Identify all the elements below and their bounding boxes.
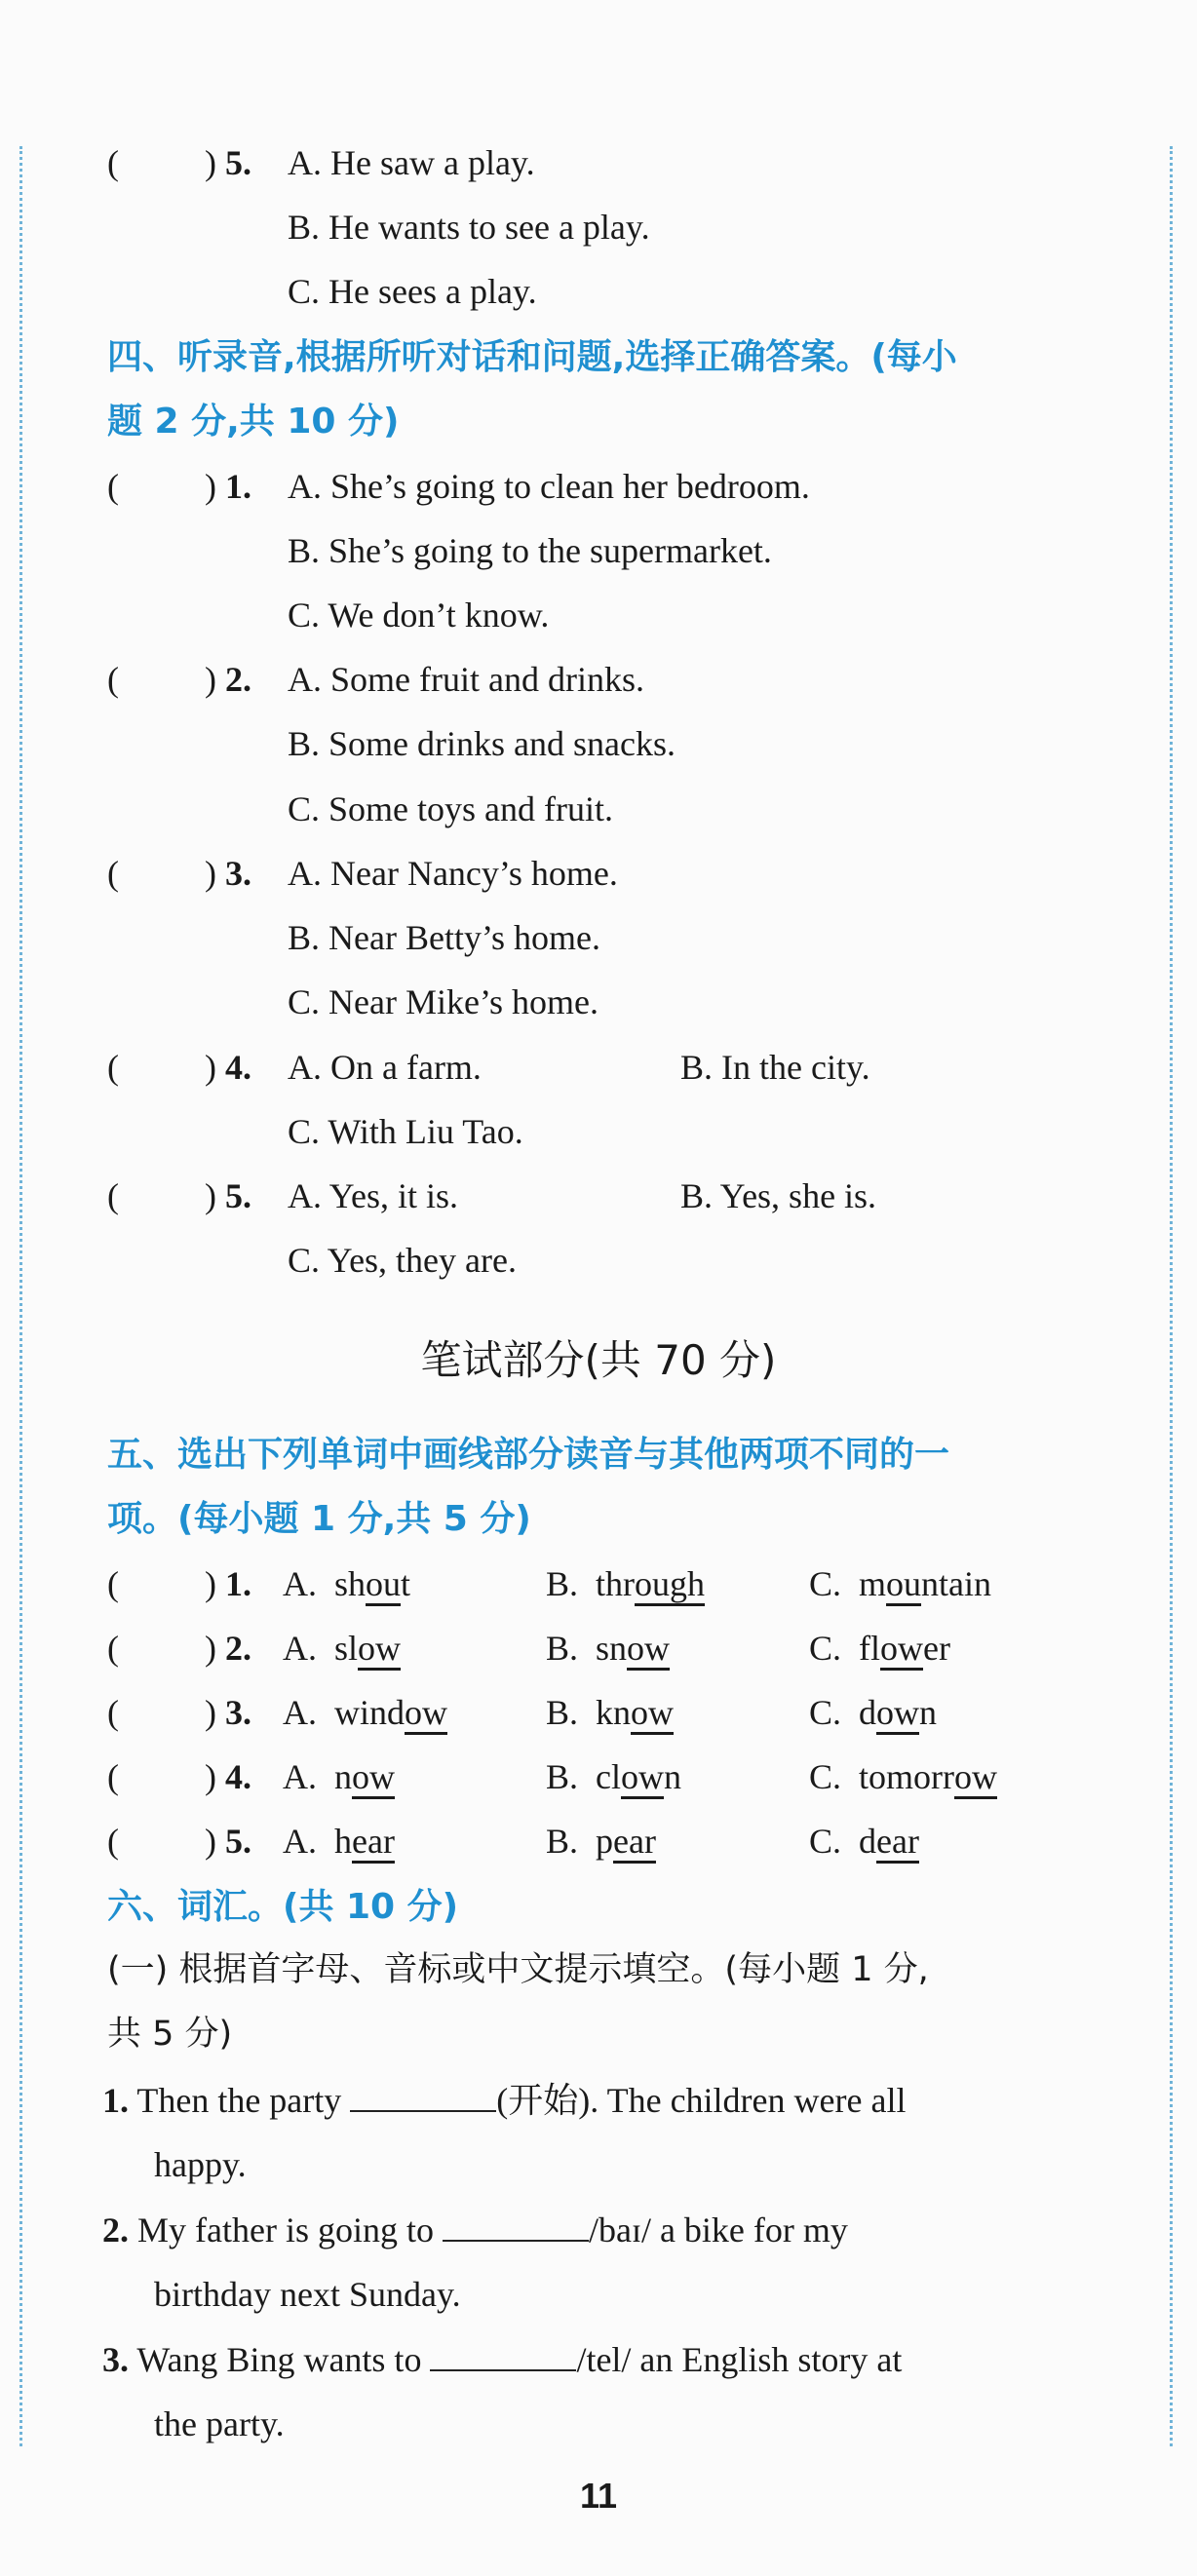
item-number: 2. (102, 2211, 129, 2249)
item-text-cont: the party. (154, 2404, 285, 2443)
written-part-title: 笔试部分(共 70 分) (420, 1336, 777, 1384)
option-letter: A. (283, 1822, 317, 1861)
question-num: 4. (225, 1048, 251, 1087)
item-text: My father is going to (137, 2211, 434, 2249)
option-letter: B. (546, 1822, 579, 1861)
option-letter: C. (809, 1693, 842, 1732)
paren-open: ( (107, 1757, 119, 1796)
question-number (205, 656, 251, 703)
right-dotted-border (1170, 146, 1173, 2446)
option-letter: B. (546, 1693, 579, 1732)
underlined-part: ear (613, 1822, 656, 1861)
option-a: A. Near Nancy’s home. (288, 854, 618, 893)
paren-close: ) (205, 1176, 216, 1215)
paren-open: ( (107, 854, 119, 893)
question-num: 5. (225, 1176, 251, 1215)
paren-close: ) (205, 1629, 216, 1668)
option-letter: A. (283, 1693, 317, 1732)
paren-close: ) (205, 854, 216, 893)
paren-close: ) (205, 467, 216, 506)
word-part: d (859, 1822, 877, 1861)
question-num: 3. (225, 854, 251, 893)
vocab-item (102, 2207, 848, 2253)
word-part: m (859, 1564, 887, 1603)
option-b: B. Yes, she is. (680, 1176, 877, 1215)
paren-open: ( (107, 1048, 119, 1087)
question-num: 2. (225, 660, 251, 699)
option-a (283, 1818, 395, 1865)
paren-close: ) (205, 1693, 216, 1732)
underlined-part: ou (886, 1564, 922, 1603)
option-b: B. Near Betty’s home. (288, 918, 600, 957)
option-a (283, 1625, 401, 1672)
word-part: d (859, 1693, 877, 1732)
option-letter: A. (283, 1564, 317, 1603)
underlined-part: ow (627, 1629, 671, 1668)
option-letter: A. (283, 1757, 317, 1796)
subsection-instruction: (一) 根据首字母、音标或中文提示填空。(每小题 1 分, (107, 1950, 929, 1989)
option-a: A. On a farm. (288, 1048, 482, 1087)
item-text: /tel/ an English story at (576, 2340, 903, 2379)
word-part: sh (334, 1564, 367, 1603)
option-b: B. In the city. (680, 1048, 870, 1087)
question-number (205, 850, 251, 897)
question-num: 5. (225, 143, 251, 182)
section6-heading: 六、词汇。(共 10 分) (107, 1887, 459, 1927)
section4-heading-cont: 题 2 分,共 10 分) (107, 402, 400, 442)
question-num: 1. (225, 1564, 251, 1603)
question-num: 2. (225, 1629, 251, 1668)
word-part: er (923, 1629, 950, 1668)
vocab-item (102, 2336, 902, 2383)
option-letter: C. (809, 1757, 842, 1796)
word-part: sn (596, 1629, 628, 1668)
paren-close: ) (205, 1822, 216, 1861)
paren-open: ( (107, 1629, 119, 1668)
word-part: ntain (921, 1564, 992, 1603)
option-c: C. With Liu Tao. (288, 1112, 523, 1151)
question-number (205, 1560, 251, 1607)
item-text-cont: happy. (154, 2145, 247, 2184)
section4-heading: 四、听录音,根据所听对话和问题,选择正确答案。(每小 (107, 337, 957, 377)
word-part: n (334, 1757, 352, 1796)
paren-close: ) (205, 1757, 216, 1796)
answer-blank[interactable] (430, 2340, 576, 2371)
option-c (809, 1818, 919, 1865)
option-b: B. She’s going to the supermarket. (288, 531, 772, 570)
item-text: (开始). The children were all (496, 2081, 907, 2120)
question-number (205, 1173, 251, 1219)
question-number (205, 1044, 251, 1091)
paren-open: ( (107, 1693, 119, 1732)
question-number (205, 1625, 251, 1672)
word-part: h (334, 1822, 352, 1861)
question-num: 3. (225, 1693, 251, 1732)
section5-heading: 五、选出下列单词中画线部分读音与其他两项不同的一 (107, 1435, 950, 1475)
vocab-item (102, 2077, 906, 2124)
answer-blank[interactable] (350, 2081, 496, 2112)
option-letter: C. (809, 1822, 842, 1861)
paren-close: ) (205, 143, 216, 182)
option-b (546, 1625, 670, 1672)
question-num: 4. (225, 1757, 251, 1796)
underlined-part: ear (876, 1822, 919, 1861)
underlined-part: ow (352, 1757, 395, 1796)
paren-open: ( (107, 1564, 119, 1603)
word-part: fl (859, 1629, 881, 1668)
item-text: /baɪ/ a bike for my (588, 2211, 848, 2249)
word-part: thr (596, 1564, 636, 1603)
word-part: tomorr (859, 1757, 954, 1796)
left-dotted-border (19, 146, 22, 2446)
word-part: n (919, 1693, 938, 1732)
option-c: C. Yes, they are. (288, 1241, 517, 1280)
option-c (809, 1625, 950, 1672)
option-a: A. She’s going to clean her bedroom. (288, 467, 810, 506)
question-num: 1. (225, 467, 251, 506)
item-text: Then the party (136, 2081, 342, 2120)
underlined-part: ow (876, 1693, 920, 1732)
underlined-part: ow (954, 1757, 997, 1796)
option-a (283, 1689, 447, 1736)
paren-open: ( (107, 143, 119, 182)
question-number (205, 463, 251, 510)
option-c: C. He sees a play. (288, 272, 537, 311)
option-b (546, 1689, 674, 1736)
paren-open: ( (107, 1176, 119, 1215)
underlined-part: ow (880, 1629, 924, 1668)
item-number: 3. (102, 2340, 129, 2379)
word-part: n (664, 1757, 681, 1796)
option-c: C. Some toys and fruit. (288, 789, 613, 828)
word-part: cl (596, 1757, 621, 1796)
option-c (809, 1689, 937, 1736)
underlined-part: ow (631, 1693, 675, 1732)
word-part: sl (334, 1629, 359, 1668)
option-b: B. Some drinks and snacks. (288, 724, 676, 763)
item-text: Wang Bing wants to (136, 2340, 422, 2379)
item-number: 1. (102, 2081, 129, 2120)
option-letter: C. (809, 1629, 842, 1668)
question-number (205, 1818, 251, 1865)
page-number: 11 (579, 2476, 618, 2516)
underlined-part: ow (621, 1757, 664, 1796)
option-c: C. We don’t know. (288, 596, 550, 634)
option-letter: A. (283, 1629, 317, 1668)
paren-close: ) (205, 660, 216, 699)
option-letter: B. (546, 1629, 579, 1668)
answer-blank[interactable] (443, 2211, 589, 2242)
section5-heading-cont: 项。(每小题 1 分,共 5 分) (107, 1499, 531, 1539)
paren-open: ( (107, 1822, 119, 1861)
question-number (205, 139, 251, 186)
item-text-cont: birthday next Sunday. (154, 2275, 461, 2314)
option-a (283, 1560, 410, 1607)
word-part: kn (596, 1693, 632, 1732)
option-a: A. Yes, it is. (288, 1176, 459, 1215)
underlined-part: ear (352, 1822, 395, 1861)
option-a: A. Some fruit and drinks. (288, 660, 644, 699)
question-number (205, 1689, 251, 1736)
option-c (809, 1560, 991, 1607)
paren-open: ( (107, 660, 119, 699)
underlined-part: ow (405, 1693, 447, 1732)
paren-close: ) (205, 1048, 216, 1087)
option-b (546, 1560, 705, 1607)
option-c (809, 1753, 997, 1800)
option-a (283, 1753, 395, 1800)
word-part: wind (334, 1693, 405, 1732)
underlined-part: ough (635, 1564, 706, 1603)
option-b: B. He wants to see a play. (288, 208, 650, 247)
option-b (546, 1753, 681, 1800)
option-a: A. He saw a play. (288, 143, 535, 182)
paren-open: ( (107, 467, 119, 506)
word-part: t (401, 1564, 411, 1603)
option-c: C. Near Mike’s home. (288, 982, 598, 1021)
paren-close: ) (205, 1564, 216, 1603)
underlined-part: ow (358, 1629, 402, 1668)
option-letter: B. (546, 1564, 579, 1603)
option-letter: B. (546, 1757, 579, 1796)
underlined-part: ou (366, 1564, 402, 1603)
question-number (205, 1753, 251, 1800)
option-b (546, 1818, 656, 1865)
option-letter: C. (809, 1564, 842, 1603)
word-part: p (596, 1822, 614, 1861)
subsection-instruction-cont: 共 5 分) (107, 2015, 233, 2054)
question-num: 5. (225, 1822, 251, 1861)
